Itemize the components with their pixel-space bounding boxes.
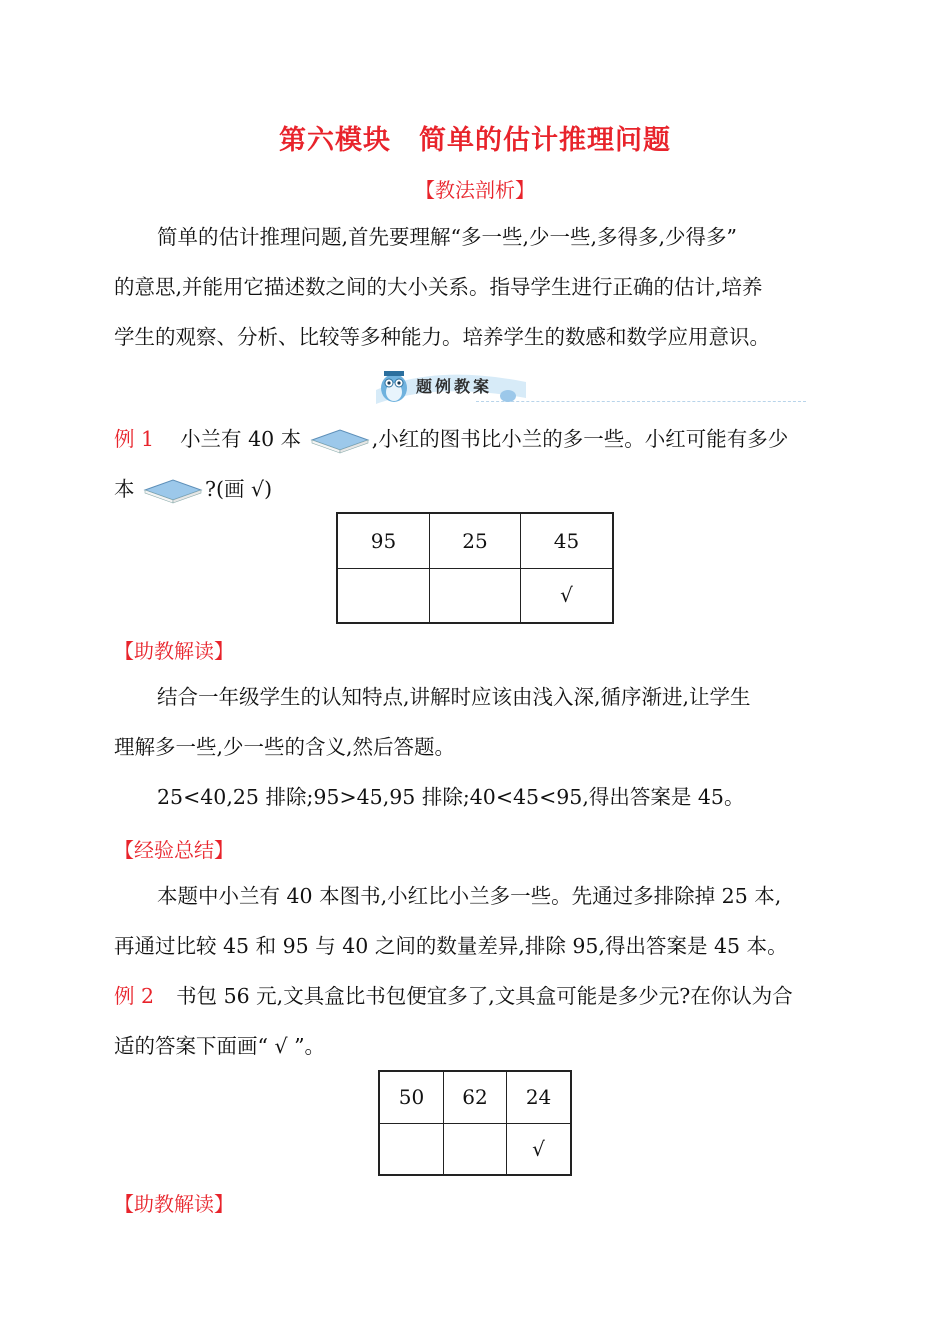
- book-icon: [310, 428, 370, 454]
- intro-line-1: 简单的估计推理问题,首先要理解“多一些,少一些,多得多,少得多”: [157, 225, 738, 249]
- ribbon-label: 题例教案: [416, 377, 493, 396]
- example1-line-2: [114, 464, 838, 514]
- table-cell-mark: [379, 1123, 443, 1175]
- assist1-line-1: 结合一年级学生的认知特点,讲解时应该由浅入深,循序渐进,让学生: [157, 685, 751, 709]
- intro-line-3: 学生的观察、分析、比较等多种能力。培养学生的数感和数学应用意识。: [114, 325, 770, 349]
- summary-line-2: 再通过比较 45 和 95 与 40 之间的数量差异,排除 95,得出答案是 45 本。: [114, 934, 788, 958]
- intro-line-2: 的意思,并能用它描述数之间的大小关系。指导学生进行正确的估计,培养: [114, 275, 763, 299]
- table-row: [337, 568, 613, 623]
- table-cell-option: 45: [520, 513, 613, 568]
- page-title: 第六模块 简单的估计推理问题: [279, 125, 671, 156]
- table-cell-mark: √: [507, 1123, 571, 1175]
- table-row: [379, 1123, 571, 1175]
- example1-text-a: 小兰有 40 本: [180, 427, 302, 451]
- table-cell-mark: √: [520, 568, 613, 623]
- table-cell-mark: [337, 568, 430, 623]
- section-teaching-analysis: 【教法剖析】: [415, 178, 535, 202]
- section-summary: 【经验总结】: [114, 838, 234, 862]
- section-assist-2: 【助教解读】: [114, 1192, 234, 1216]
- assist1-line-2: 理解多一些,少一些的含义,然后答题。: [114, 735, 456, 759]
- assist1-line-3: 25<40,25 排除;95>45,95 排除;40<45<95,得出答案是 45。: [157, 785, 745, 809]
- example1-line-1: [114, 414, 838, 464]
- summary-line-1: 本题中小兰有 40 本图书,小红比小兰多一些。先通过多排除掉 25 本,: [157, 884, 782, 908]
- example-ribbon: [376, 368, 706, 408]
- book-icon: [143, 478, 203, 504]
- example2-label: 例 2: [114, 984, 155, 1008]
- table-cell-option: 24: [507, 1071, 571, 1123]
- table-cell-option: 50: [379, 1071, 443, 1123]
- table-cell-option: 62: [443, 1071, 506, 1123]
- example1-answer-table: [336, 512, 614, 624]
- example1-text-d: ?(画 √): [205, 477, 273, 501]
- section-assist-1: 【助教解读】: [114, 639, 234, 663]
- example2-line-2: 适的答案下面画“ √ ”。: [114, 1034, 326, 1058]
- table-row: [379, 1071, 571, 1123]
- example2-line-1: [114, 971, 838, 1021]
- example1-text-b: ,小红的图书比小兰的多一些。小红可能有多少: [371, 427, 789, 451]
- table-cell-option: 25: [430, 513, 521, 568]
- table-cell-mark: [430, 568, 521, 623]
- table-cell-mark: [443, 1123, 506, 1175]
- table-row: [337, 513, 613, 568]
- example1-text-c: 本: [114, 477, 135, 501]
- example1-label: 例 1: [114, 427, 155, 451]
- table-cell-option: 95: [337, 513, 430, 568]
- example2-text-a: 书包 56 元,文具盒比书包便宜多了,文具盒可能是多少元?在你认为合: [176, 984, 793, 1008]
- example2-answer-table: [378, 1070, 572, 1176]
